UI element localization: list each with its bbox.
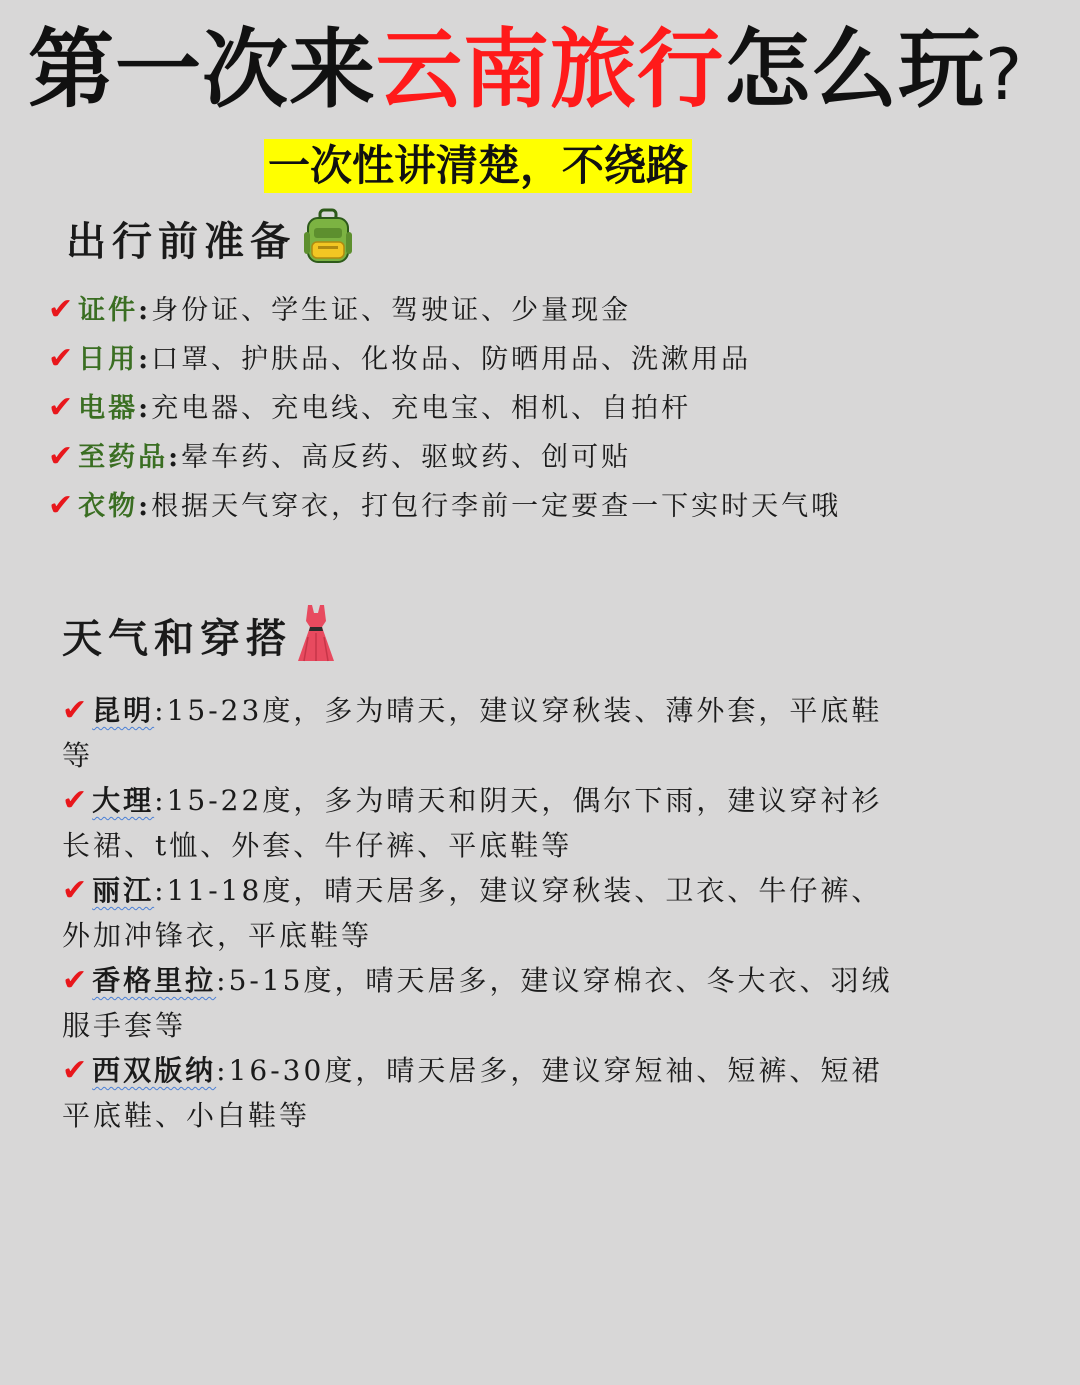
separator: : <box>216 964 229 997</box>
item-text: 5-15度，晴天居多，建议穿棉衣、冬大衣、羽绒服手套等 <box>62 964 893 1042</box>
item-city: 昆明 <box>92 694 155 727</box>
list-item <box>48 435 1048 484</box>
check-icon: ✔ <box>48 488 77 523</box>
subtitle-banner: 一次性讲清楚，不绕路 <box>264 139 692 193</box>
separator: : <box>168 442 182 473</box>
item-category: 电器 <box>78 393 139 424</box>
separator: : <box>138 491 152 522</box>
prep-section-heading <box>66 208 356 268</box>
weather-section-heading <box>62 603 336 667</box>
title-part-1: 第一次来 <box>28 20 376 120</box>
title-part-3: 怎么玩 <box>724 20 985 120</box>
check-icon: ✔ <box>48 390 77 425</box>
item-text: 充电器、充电线、充电宝、相机、自拍杆 <box>151 393 692 424</box>
title-highlight: 云南旅行 <box>376 20 724 120</box>
item-text: 口罩、护肤品、化妆品、防晒用品、洗漱用品 <box>151 344 752 375</box>
prep-heading-text: 出行前准备 <box>66 217 296 265</box>
item-text: 16-30度，晴天居多，建议穿短袖、短裤、短裙平底鞋、小白鞋等 <box>62 1054 883 1132</box>
item-city: 大理 <box>92 784 155 817</box>
check-icon: ✔ <box>62 1053 91 1088</box>
prep-list <box>48 288 1048 533</box>
weather-list <box>62 688 902 1138</box>
item-category: 衣物 <box>78 491 139 522</box>
item-text: 15-22度，多为晴天和阴天，偶尔下雨，建议穿衬衫长裙、t恤、外套、牛仔裤、平底鞋等 <box>62 784 883 862</box>
separator: : <box>154 874 167 907</box>
check-icon: ✔ <box>62 873 91 908</box>
dress-icon <box>296 603 336 667</box>
separator: : <box>138 393 152 424</box>
item-city: 香格里拉 <box>92 964 217 997</box>
item-category: 至药品 <box>78 442 169 473</box>
item-text: 11-18度，晴天居多，建议穿秋装、卫衣、牛仔裤、外加冲锋衣，平底鞋等 <box>62 874 883 952</box>
list-item <box>62 688 902 778</box>
separator: : <box>154 784 167 817</box>
list-item <box>62 868 902 958</box>
item-category: 日用 <box>78 344 139 375</box>
item-city: 丽江 <box>92 874 155 907</box>
check-icon: ✔ <box>62 963 91 998</box>
list-item <box>62 778 902 868</box>
list-item <box>62 1048 902 1138</box>
list-item <box>48 386 1048 435</box>
check-icon: ✔ <box>48 341 77 376</box>
list-item <box>48 288 1048 337</box>
separator: : <box>216 1054 229 1087</box>
backpack-icon <box>300 208 356 268</box>
separator: : <box>154 694 167 727</box>
check-icon: ✔ <box>62 783 91 818</box>
weather-heading-text: 天气和穿搭 <box>62 614 292 662</box>
title-question-mark: ? <box>985 34 1024 116</box>
page-title <box>28 16 1058 129</box>
check-icon: ✔ <box>48 439 77 474</box>
item-text: 根据天气穿衣，打包行李前一定要查一下实时天气哦 <box>151 491 842 522</box>
item-text: 15-23度，多为晴天，建议穿秋装、薄外套，平底鞋等 <box>62 694 883 772</box>
separator: : <box>138 344 152 375</box>
item-text: 晕车药、高反药、驱蚊药、创可贴 <box>181 442 632 473</box>
item-category: 证件 <box>78 295 139 326</box>
separator: : <box>138 295 152 326</box>
check-icon: ✔ <box>62 693 91 728</box>
item-city: 西双版纳 <box>92 1054 217 1087</box>
list-item <box>48 484 1048 533</box>
item-text: 身份证、学生证、驾驶证、少量现金 <box>151 295 632 326</box>
list-item <box>62 958 902 1048</box>
check-icon: ✔ <box>48 292 77 327</box>
list-item <box>48 337 1048 386</box>
